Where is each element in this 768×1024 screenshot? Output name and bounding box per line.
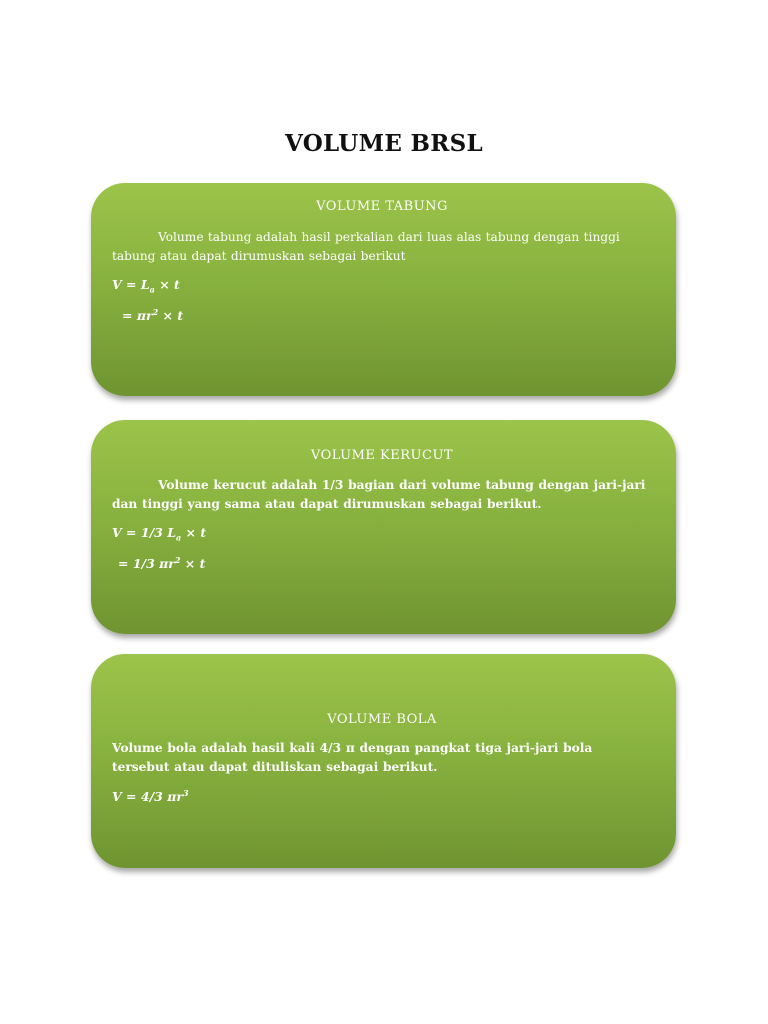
formula-line xyxy=(112,307,652,323)
formula-superscript: 3 xyxy=(182,788,189,798)
formula-text: × t xyxy=(158,307,184,323)
card-volume-kerucut xyxy=(91,420,676,634)
formula-text: × t xyxy=(154,277,180,292)
formula-superscript: 2 xyxy=(174,554,181,565)
formula-superscript: 2 xyxy=(152,306,159,317)
formula-text: = πr xyxy=(122,307,153,323)
formula-line xyxy=(112,277,652,295)
formula-text: V = L xyxy=(112,277,150,292)
formula-text: V = 1/3 L xyxy=(112,525,176,540)
formula-text: = 1/3 πr xyxy=(118,555,175,571)
formula-text: × t xyxy=(180,555,206,571)
formula-line xyxy=(112,788,652,804)
card-heading: VOLUME TABUNG xyxy=(316,199,448,214)
page-title: VOLUME BRSL xyxy=(284,130,484,157)
card-volume-tabung xyxy=(91,183,676,396)
formula-text: × t xyxy=(181,525,207,540)
card-heading: VOLUME BOLA xyxy=(327,712,437,727)
card-heading: VOLUME KERUCUT xyxy=(310,448,454,463)
card-volume-bola xyxy=(91,654,676,868)
card-description: Volume tabung adalah hasil perkalian dari luas alas tabung dengan tinggi tabung atau dapat dirumuskan sebagai berikut xyxy=(112,230,620,263)
formula-subscript: a xyxy=(149,284,155,295)
card-description: Volume kerucut adalah 1/3 bagian dari volume tabung dengan jari-jari dan tinggi yang sama atau dapat dirumuskan sebagai berikut. xyxy=(112,478,646,511)
card-description: Volume bola adalah hasil kali 4/3 π dengan pangkat tiga jari-jari bola tersebut atau dapat dituliskan sebagai berikut. xyxy=(112,741,593,774)
formula-line xyxy=(112,525,652,543)
formula-subscript: a xyxy=(175,532,182,543)
formula-line xyxy=(112,555,652,571)
formula-text: V = 4/3 πr xyxy=(112,789,183,805)
